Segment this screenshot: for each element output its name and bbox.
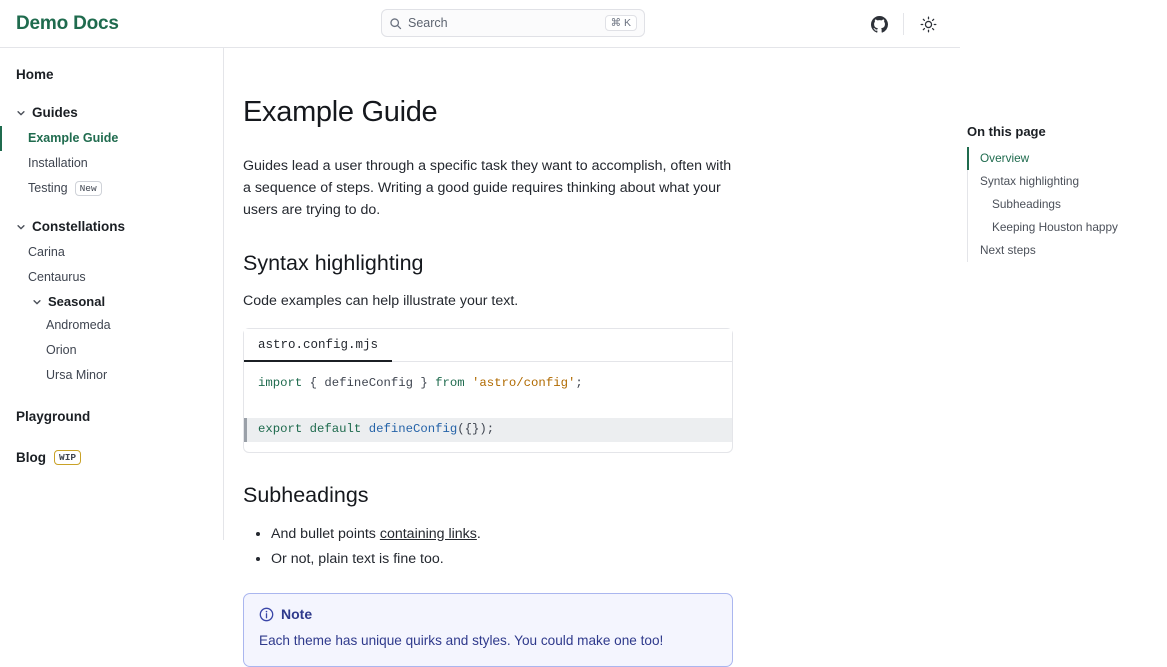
code-tab-filename[interactable]: astro.config.mjs xyxy=(244,329,392,362)
search-input[interactable] xyxy=(381,9,645,37)
sidebar-subgroup-seasonal-label: Seasonal xyxy=(48,294,106,309)
sidebar-item-label: Installation xyxy=(28,156,88,170)
sidebar-item-label: Ursa Minor xyxy=(46,368,108,382)
heading-syntax-highlighting: Syntax highlighting xyxy=(243,251,424,275)
search-placeholder: Search xyxy=(408,16,448,30)
inline-link[interactable]: containing links xyxy=(379,525,477,542)
list-item-text-after: . xyxy=(476,525,481,542)
chevron-down-icon xyxy=(16,222,26,232)
sidebar-item-label: Testing xyxy=(28,181,68,195)
heading-subheadings: Subheadings xyxy=(243,482,369,507)
sidebar-group-guides-label: Guides xyxy=(32,105,78,120)
note-header xyxy=(259,606,717,622)
toc-item-overview[interactable]: Overview xyxy=(967,147,1167,170)
sidebar-item-label: Carina xyxy=(28,245,65,259)
list-item xyxy=(271,547,733,572)
code-tabs xyxy=(244,329,732,362)
chevron-down-icon xyxy=(32,297,42,307)
chevron-down-icon xyxy=(16,108,26,118)
code-line-blank xyxy=(244,395,732,418)
sidebar-item-centaurus[interactable] xyxy=(0,265,223,290)
status-badge-wip: WIP xyxy=(54,450,81,465)
status-badge-new: New xyxy=(75,181,102,196)
header-actions xyxy=(861,0,946,48)
sidebar-group-constellations-header[interactable] xyxy=(0,215,223,238)
bullet-list xyxy=(243,522,733,572)
search-shortcut-kbd: ⌘ K xyxy=(605,15,637,31)
sidebar-group-guides xyxy=(0,101,223,201)
note-title: Note xyxy=(281,606,313,623)
github-icon[interactable] xyxy=(861,6,897,42)
header-divider xyxy=(903,13,904,35)
search-container[interactable] xyxy=(381,9,645,37)
list-item xyxy=(271,522,733,547)
sidebar-item-label: Centaurus xyxy=(28,270,86,284)
sidebar-item-label: Playground xyxy=(16,409,91,424)
toc-item-syntax-highlighting[interactable]: Syntax highlighting xyxy=(980,174,1080,189)
toc-list xyxy=(967,147,1167,262)
list-item-text-before: And bullet points xyxy=(271,525,380,542)
sidebar-group-guides-header[interactable] xyxy=(0,101,223,124)
sidebar-item-label: Blog xyxy=(16,450,46,465)
sun-icon[interactable] xyxy=(910,6,946,42)
table-of-contents xyxy=(967,124,1167,262)
page-title: Example Guide xyxy=(243,96,438,128)
search-icon xyxy=(389,17,402,30)
syntax-paragraph: Code examples can help illustrate your text. xyxy=(243,293,519,309)
sidebar-item-blog[interactable] xyxy=(0,445,223,470)
sidebar-item-testing[interactable] xyxy=(0,176,223,201)
intro-paragraph: Guides lead a user through a specific task they want to accomplish, often with a sequence of steps. Writing a good guide requires thinking about what your users are trying to do. xyxy=(243,158,732,218)
site-brand[interactable]: Demo Docs xyxy=(16,12,119,34)
main-content xyxy=(224,48,1118,649)
sidebar-item-example-guide[interactable] xyxy=(0,126,223,151)
code-line: import { defineConfig } from 'astro/config'; xyxy=(258,376,583,390)
note-body: Each theme has unique quirks and styles. You could make one too! xyxy=(259,633,664,649)
sidebar-subgroup-seasonal-header[interactable] xyxy=(0,290,223,313)
toc-item-subheadings[interactable]: Subheadings xyxy=(992,197,1061,212)
code-line-highlighted: export default defineConfig({}); xyxy=(244,418,732,441)
info-icon xyxy=(259,607,274,622)
sidebar-group-constellations-items xyxy=(0,240,223,388)
toc-title: On this page xyxy=(967,124,1046,139)
sidebar-group-constellations xyxy=(0,215,223,388)
site-header xyxy=(0,0,960,48)
sidebar-item-andromeda[interactable] xyxy=(0,313,223,338)
sidebar-group-guides-items xyxy=(0,126,223,201)
list-item-text: Or not, plain text is fine too. xyxy=(271,550,444,567)
code-block xyxy=(243,328,733,453)
sidebar-group-constellations-label: Constellations xyxy=(32,219,126,234)
article xyxy=(243,96,733,667)
sidebar-item-carina[interactable] xyxy=(0,240,223,265)
sidebar-item-label: Example Guide xyxy=(28,131,119,145)
toc-item-next-steps[interactable]: Next steps xyxy=(980,243,1036,258)
sidebar xyxy=(0,48,224,540)
page-layout xyxy=(0,48,1118,649)
sidebar-item-ursa-minor[interactable] xyxy=(0,363,223,388)
sidebar-item-label: Andromeda xyxy=(46,318,111,332)
sidebar-item-installation[interactable] xyxy=(0,151,223,176)
sidebar-item-playground[interactable] xyxy=(0,404,223,429)
code-body xyxy=(244,362,732,452)
sidebar-item-orion[interactable] xyxy=(0,338,223,363)
toc-item-keeping-houston-happy[interactable]: Keeping Houston happy xyxy=(992,220,1118,235)
sidebar-item-home[interactable]: Home xyxy=(16,67,54,82)
note-callout xyxy=(243,593,733,666)
sidebar-item-label: Orion xyxy=(46,343,77,357)
